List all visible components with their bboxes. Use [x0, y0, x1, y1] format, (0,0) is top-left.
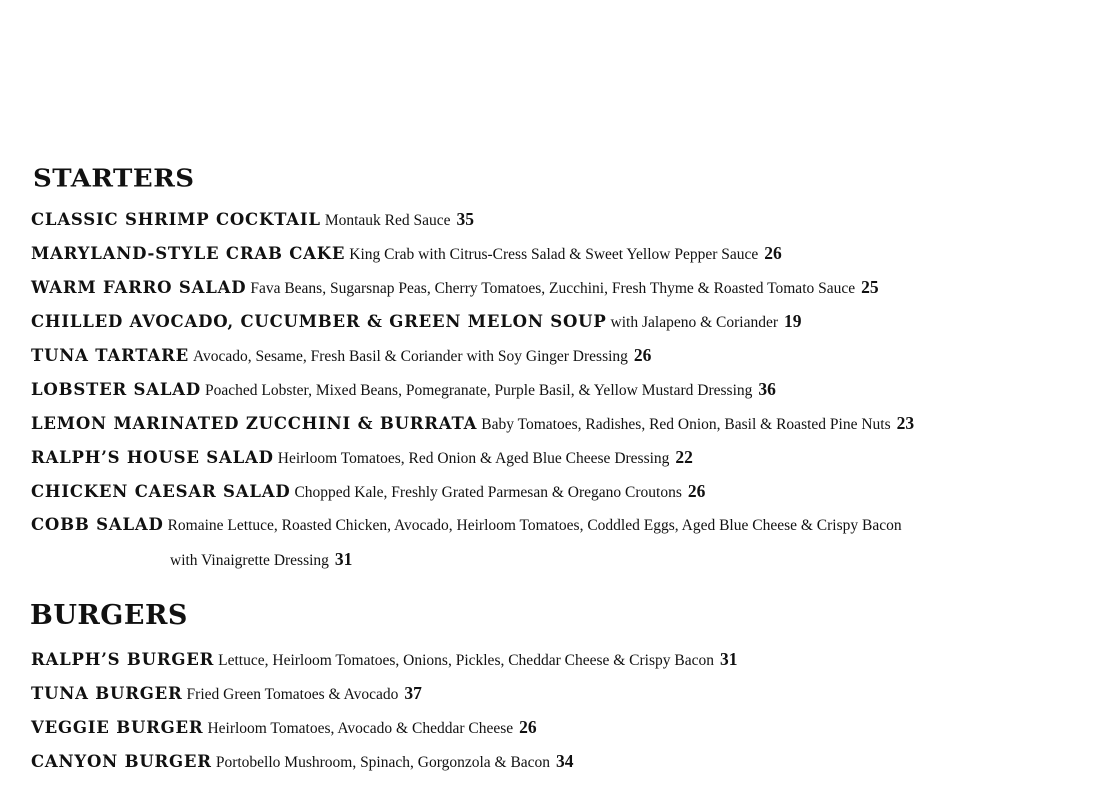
item-description: Baby Tomatoes, Radishes, Red Onion, Basil & Roasted Pine Nuts: [481, 416, 891, 433]
menu-item-farro-salad: [31, 275, 914, 309]
menu-item-tuna-tartare: [31, 343, 914, 377]
item-description-line-2: with Vinaigrette Dressing: [170, 552, 329, 569]
item-price: 22: [675, 447, 693, 467]
starters-list: [31, 207, 914, 581]
burgers-list: [31, 647, 737, 783]
menu-item-tuna-burger: [31, 681, 737, 715]
menu-item-zucchini-burrata: [31, 411, 914, 445]
item-name: TUNA TARTARE: [31, 346, 189, 365]
item-description: Heirloom Tomatoes, Avocado & Cheddar Cheese: [207, 720, 514, 737]
item-name: COBB SALAD: [31, 515, 164, 534]
item-name: CANYON BURGER: [31, 752, 212, 771]
item-name: LEMON MARINATED ZUCCHINI & BURRATA: [31, 414, 478, 433]
item-name: CHILLED AVOCADO, CUCUMBER & GREEN MELON SOUP: [31, 312, 607, 331]
menu-item-caesar-salad: [31, 479, 914, 513]
item-description-continued: [170, 547, 352, 573]
item-description: Lettuce, Heirloom Tomatoes, Onions, Pickles, Cheddar Cheese & Crispy Bacon: [218, 652, 714, 669]
item-name: WARM FARRO SALAD: [31, 278, 247, 297]
item-price: 26: [687, 481, 706, 501]
item-name: MARYLAND-STYLE CRAB CAKE: [31, 244, 346, 263]
item-description: Portobello Mushroom, Spinach, Gorgonzola & Bacon: [215, 754, 551, 771]
menu-item-melon-soup: [31, 309, 914, 343]
item-price: 26: [519, 717, 537, 737]
item-description: Poached Lobster, Mixed Beans, Pomegranate, Purple Basil, & Yellow Mustard Dressing: [204, 382, 753, 399]
menu-item-veggie-burger: [31, 715, 737, 749]
item-price: 23: [896, 413, 915, 433]
item-price: 36: [758, 379, 776, 399]
item-description: Fava Beans, Sugarsnap Peas, Cherry Tomatoes, Zucchini, Fresh Thyme & Roasted Tomato Sauce: [250, 280, 856, 297]
item-price: 35: [456, 209, 475, 229]
item-price: 31: [719, 649, 738, 669]
item-description: Avocado, Sesame, Fresh Basil & Coriander with Soy Ginger Dressing: [192, 348, 628, 365]
menu-item-house-salad: [31, 445, 914, 479]
menu-item-shrimp-cocktail: [31, 207, 914, 241]
item-name: RALPH’S HOUSE SALAD: [31, 448, 274, 467]
item-price: 31: [334, 549, 353, 569]
menu-item-crab-cake: [31, 241, 914, 275]
item-price: 34: [556, 751, 574, 771]
starters-heading: STARTERS: [33, 164, 195, 194]
item-price: 26: [633, 345, 652, 365]
item-name: CHICKEN CAESAR SALAD: [31, 482, 291, 501]
menu-item-lobster-salad: [31, 377, 914, 411]
item-description: with Jalapeno & Coriander: [610, 314, 778, 331]
item-price: 25: [861, 277, 879, 297]
item-description: Chopped Kale, Freshly Grated Parmesan & Oregano Croutons: [294, 484, 682, 501]
item-description: Montauk Red Sauce: [324, 212, 451, 229]
item-description: Fried Green Tomatoes & Avocado: [186, 686, 399, 703]
item-price: 26: [764, 243, 782, 263]
menu-item-ralphs-burger: [31, 647, 737, 681]
burgers-heading: BURGERS: [30, 600, 188, 631]
item-description: Romaine Lettuce, Roasted Chicken, Avocado, Heirloom Tomatoes, Coddled Eggs, Aged Blue Cheese & Crispy Bacon: [167, 517, 902, 534]
item-name: CLASSIC SHRIMP COCKTAIL: [31, 210, 321, 229]
item-price: 19: [784, 311, 802, 331]
item-name: VEGGIE BURGER: [31, 718, 204, 737]
item-description: Heirloom Tomatoes, Red Onion & Aged Blue Cheese Dressing: [277, 450, 670, 467]
item-price: 37: [404, 683, 422, 703]
item-name: TUNA BURGER: [31, 684, 183, 703]
item-description: King Crab with Citrus-Cress Salad & Sweet Yellow Pepper Sauce: [349, 246, 759, 263]
item-name: RALPH’S BURGER: [31, 650, 215, 669]
item-name: LOBSTER SALAD: [31, 380, 201, 399]
menu-item-cobb-salad: [31, 513, 914, 581]
menu-item-canyon-burger: [31, 749, 737, 783]
